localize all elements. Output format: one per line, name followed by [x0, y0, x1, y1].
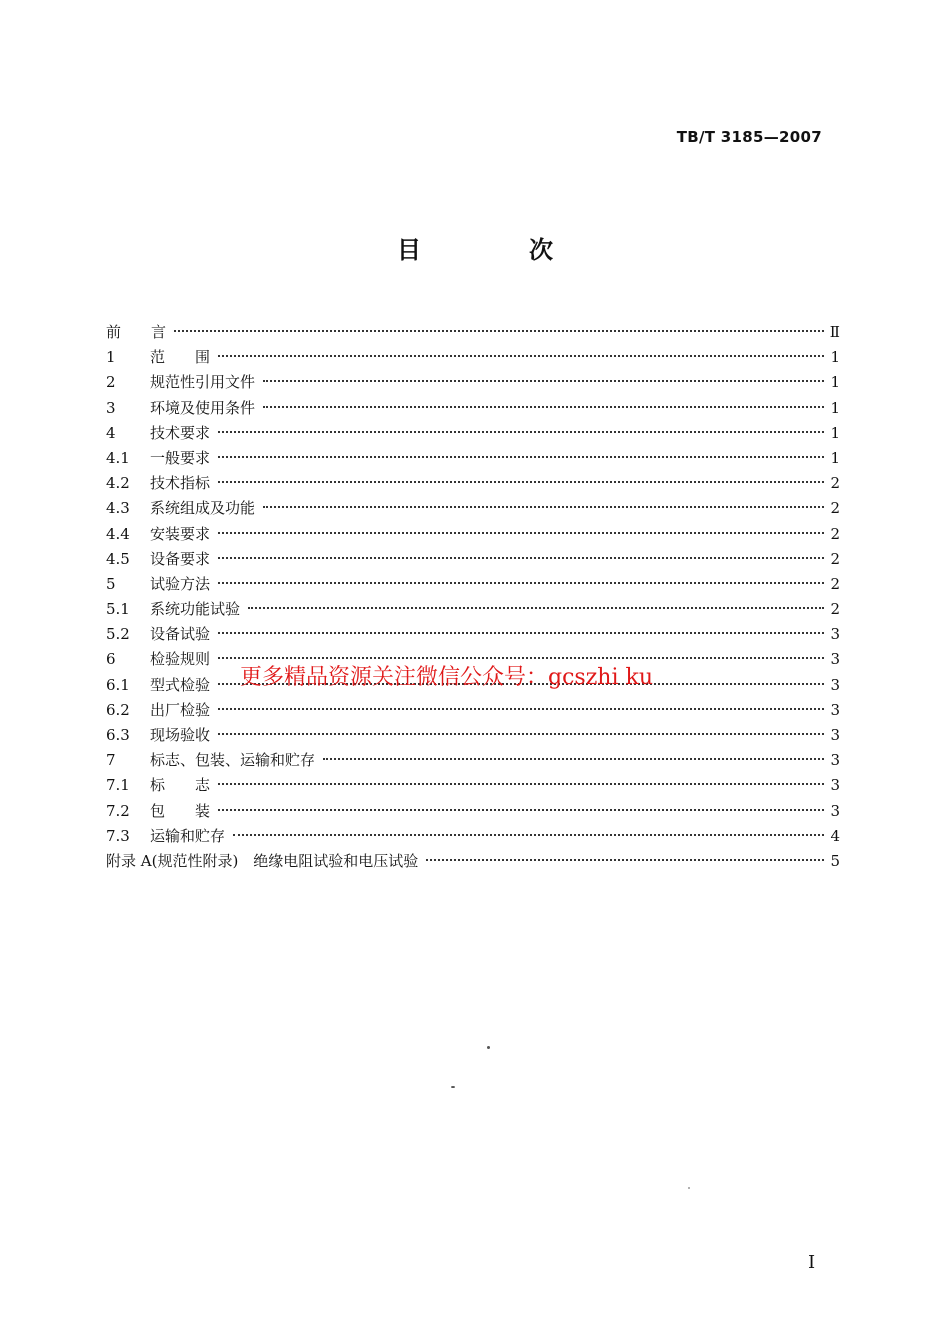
toc-entry-page: 2: [830, 499, 840, 518]
scan-speck: [451, 1086, 455, 1088]
toc-entry[interactable]: [106, 446, 840, 471]
toc-entry[interactable]: [106, 471, 840, 496]
toc-entry-number: 1: [106, 348, 116, 367]
toc-entry-page: 3: [830, 726, 840, 744]
toc-entry-number: 7.1: [106, 776, 130, 795]
toc-entry[interactable]: [106, 496, 840, 521]
toc-entry-page: 2: [830, 524, 840, 543]
dot-leader: [218, 431, 824, 433]
toc-entry-label: 出厂检验: [150, 700, 211, 719]
toc-entry-page: 1: [830, 423, 840, 442]
dot-leader: [218, 632, 824, 634]
toc-entry-number: 5.1: [106, 600, 130, 619]
toc-entry-number: 4.1: [106, 448, 130, 467]
page-title: 目 次: [397, 236, 595, 264]
toc-entry[interactable]: [106, 824, 840, 849]
toc-entry-page: 1: [830, 448, 840, 467]
toc-entry[interactable]: [106, 572, 840, 597]
toc-entry-number: 7.3: [106, 826, 130, 845]
toc-entry[interactable]: [106, 396, 840, 421]
toc-entry-label: 标 志: [150, 776, 211, 795]
toc-entry-label: 包 装: [150, 801, 211, 820]
toc-entry-page: 1: [830, 348, 840, 367]
toc-entry-page: 4: [830, 826, 840, 845]
toc-entry-page: 3: [830, 650, 840, 669]
toc-entry-label: 技术要求: [150, 423, 211, 442]
toc-entry-label: 范 围: [150, 348, 211, 367]
dot-leader: [218, 355, 824, 357]
toc-entry-page: 3: [830, 625, 840, 644]
toc-entry[interactable]: [106, 698, 840, 723]
toc-entry-label: 设备试验: [150, 625, 211, 644]
dot-leader: [218, 481, 824, 483]
toc-entry-number: 6.1: [106, 675, 130, 694]
toc-entry-page: 3: [830, 700, 840, 719]
toc-entry-number: 2: [106, 373, 116, 392]
toc-entry-label: 规范性引用文件: [150, 373, 256, 392]
toc-entry-number: 5: [106, 574, 116, 593]
toc-entry-page: 3: [830, 675, 840, 694]
dot-leader: [233, 834, 824, 836]
toc-entry-label: 标志、包装、运输和贮存: [150, 751, 316, 770]
toc-entry[interactable]: [106, 622, 840, 647]
toc-entry-number: 4.2: [106, 474, 130, 493]
toc-entry-number: 5.2: [106, 625, 130, 644]
toc-entry[interactable]: [106, 421, 840, 446]
toc-entry-page: 3: [830, 801, 840, 820]
toc-entry-label: 安装要求: [150, 524, 211, 543]
toc-entry-label: 附录 A(规范性附录) 绝缘电阻试验和电压试验: [106, 851, 419, 870]
toc-entry-number: 7.2: [106, 801, 130, 820]
toc-entry-label: 检验规则: [150, 650, 211, 669]
dot-leader: [263, 406, 824, 408]
dot-leader: [323, 758, 824, 760]
scan-speck: [487, 1046, 490, 1049]
toc-entry-number: 6.3: [106, 726, 130, 744]
toc-entry[interactable]: [106, 370, 840, 395]
page-number: I: [808, 1252, 816, 1273]
toc-entry-number: 6.2: [106, 700, 130, 719]
toc-entry[interactable]: [106, 547, 840, 572]
watermark-text: 更多精品资源关注微信公众号：gcszhi ku: [240, 665, 653, 690]
toc-entry-number: 7: [106, 751, 116, 770]
toc-entry[interactable]: [106, 522, 840, 547]
toc-entry[interactable]: [106, 345, 840, 370]
toc-entry-page: 2: [830, 474, 840, 493]
toc-entry-number: 4.4: [106, 524, 130, 543]
toc-entry-number: 4.5: [106, 549, 130, 568]
toc-entry-label: 系统组成及功能: [150, 499, 256, 518]
toc-entry-label: 前 言: [106, 323, 167, 341]
toc-entry-page: 2: [830, 574, 840, 593]
dot-leader: [218, 783, 824, 785]
toc-entry-page: 2: [830, 549, 840, 568]
dot-leader: [218, 733, 824, 735]
scan-speck: [688, 1187, 690, 1189]
toc-entry-label: 现场验收: [150, 726, 211, 744]
dot-leader: [218, 708, 824, 710]
toc-entry-page: 1: [830, 373, 840, 392]
toc-entry-label: 技术指标: [150, 474, 211, 493]
toc-entry-page: Ⅱ: [829, 323, 840, 341]
dot-leader: [218, 582, 824, 584]
dot-leader: [218, 809, 824, 811]
toc-entry-number: 4: [106, 423, 116, 442]
toc-entry-page: 1: [830, 398, 840, 417]
toc-entry-page: 3: [830, 751, 840, 770]
toc-entry-number: 6: [106, 650, 116, 669]
toc-entry-number: 4.3: [106, 499, 130, 518]
dot-leader: [263, 506, 824, 508]
toc-entry[interactable]: [106, 748, 840, 773]
toc-entry-label: 系统功能试验: [150, 600, 241, 619]
toc-entry-label: 一般要求: [150, 448, 211, 467]
toc-entry-label: 运输和贮存: [150, 826, 226, 845]
toc-entry-label: 试验方法: [150, 574, 211, 593]
toc-entry-page: 3: [830, 776, 840, 795]
dot-leader: [426, 859, 824, 861]
toc-entry[interactable]: [106, 723, 840, 748]
toc-entry[interactable]: [106, 320, 840, 345]
toc-entry[interactable]: [106, 849, 840, 874]
toc-entry-page: 2: [830, 600, 840, 619]
toc-entry-page: 5: [830, 851, 840, 870]
toc-entry-label: 型式检验: [150, 675, 211, 694]
standard-code: TB/T 3185—2007: [676, 128, 822, 146]
toc-entry-number: 3: [106, 398, 116, 417]
table-of-contents: [106, 320, 840, 874]
toc-entry-label: 环境及使用条件: [150, 398, 256, 417]
dot-leader: [263, 380, 824, 382]
dot-leader: [248, 607, 824, 609]
toc-entry[interactable]: [106, 773, 840, 798]
dot-leader: [218, 532, 824, 534]
toc-entry[interactable]: [106, 799, 840, 824]
dot-leader: [174, 330, 824, 332]
dot-leader: [218, 456, 824, 458]
toc-entry-label: 设备要求: [150, 549, 211, 568]
toc-entry[interactable]: [106, 597, 840, 622]
dot-leader: [218, 557, 824, 559]
